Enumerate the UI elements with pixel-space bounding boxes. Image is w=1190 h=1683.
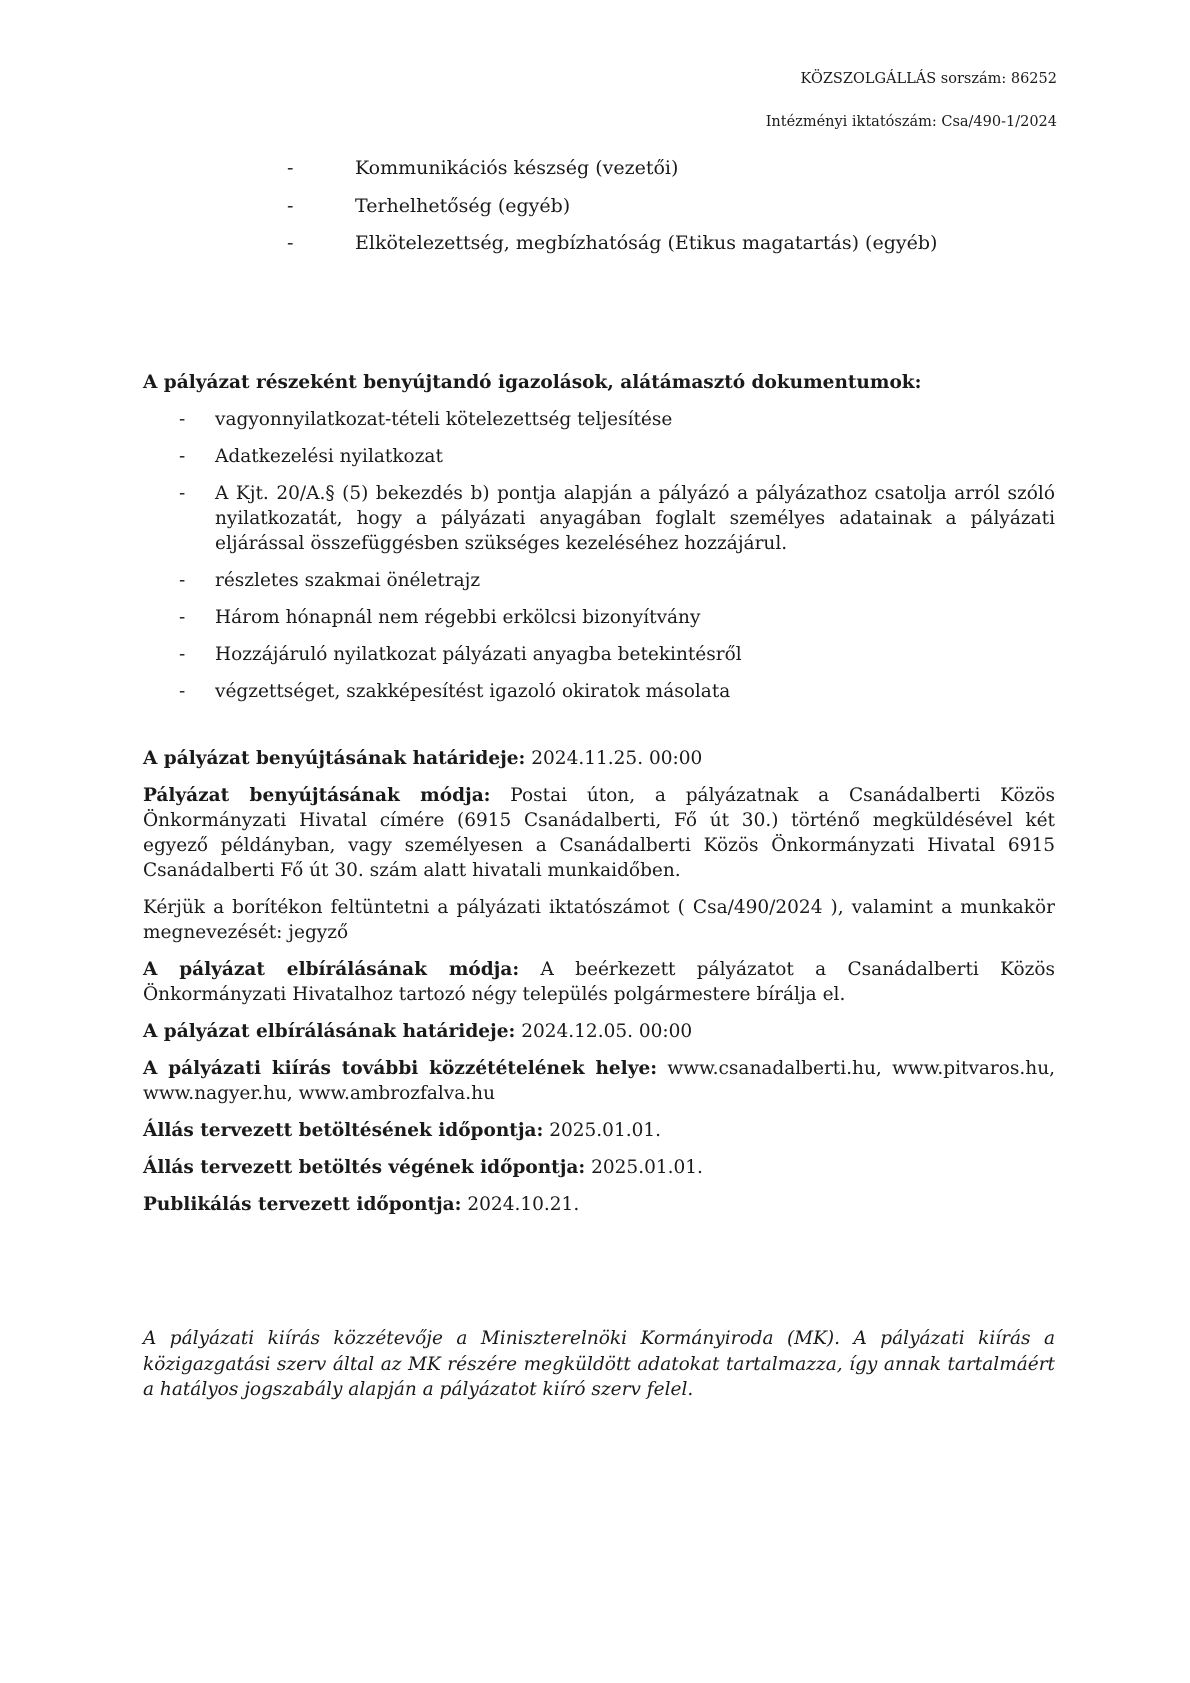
list-item xyxy=(260,156,1060,194)
bullet-dash: - xyxy=(179,446,186,467)
document-item-text: Három hónapnál nem régebbi erkölcsi bizonyítvány xyxy=(215,607,701,628)
document-item-text: A Kjt. 20/A.§ (5) bekezdés b) pontja alapján a pályázó a pályázathoz csatolja arról szóló nyilatkozatát, hogy a pályázati anyagában foglalt személyes adatainak a pályázati eljárással összefüggésben szükséges kezeléséhez hozzájárul. xyxy=(215,483,1055,554)
bullet-dash: - xyxy=(287,232,294,254)
evaluation-deadline-value: 2024.12.05. 00:00 xyxy=(515,1021,693,1042)
start-date-value: 2025.01.01. xyxy=(543,1120,662,1141)
evaluation-method-paragraph xyxy=(143,957,1055,1007)
list-item xyxy=(260,231,1060,269)
end-date-paragraph xyxy=(143,1155,1055,1180)
documents-heading: A pályázat részeként benyújtandó igazolások, alátámasztó dokumentumok: xyxy=(143,372,922,393)
documents-list xyxy=(143,407,1055,704)
submission-value: Postai úton, a pályázatnak a Csanádalberti Közös Önkormányzati Hivatal címére (6915 Csanádalberti, Fő út 30.) történő megküldésével két egyező példányban, vagy személyesen a Csanádalberti Közös Önkormányzati Hivatal 6915 Csanádalberti Fő út 30. szám alatt hivatali munkaidőben. xyxy=(143,785,1055,881)
list-item xyxy=(143,444,1055,469)
list-item xyxy=(260,194,1060,232)
evaluation-method-value: A beérkezett pályázatot a Csanádalberti Közös Önkormányzati Hivatalhoz tartozó négy település polgármestere bírálja el. xyxy=(143,959,1055,1005)
document-item-text: részletes szakmai önéletrajz xyxy=(215,570,481,591)
publish-date-value: 2024.10.21. xyxy=(461,1194,580,1215)
submission-label: Pályázat benyújtásának módja: xyxy=(143,785,491,806)
document-item-text: vagyonnyilatkozat-tételi kötelezettség teljesítése xyxy=(215,409,673,430)
header-registration-number: Intézményi iktatószám: Csa/490-1/2024 xyxy=(765,114,1057,130)
evaluation-deadline-label: A pályázat elbírálásának határideje: xyxy=(143,1021,516,1042)
deadline-paragraph xyxy=(143,746,1055,771)
submission-paragraph xyxy=(143,783,1055,883)
bullet-dash: - xyxy=(179,644,186,665)
spacer xyxy=(143,716,1055,746)
list-item xyxy=(143,679,1055,704)
competency-text: Terhelhetőség (egyéb) xyxy=(355,194,571,217)
document-item-text: végzettséget, szakképesítést igazoló okiratok másolata xyxy=(215,681,731,702)
start-date-paragraph xyxy=(143,1118,1055,1143)
bullet-dash: - xyxy=(287,194,294,217)
competency-list xyxy=(260,156,1060,269)
bullet-dash: - xyxy=(179,681,186,702)
start-date-label: Állás tervezett betöltésének időpontja: xyxy=(143,1120,544,1141)
bullet-dash: - xyxy=(179,607,186,628)
disclaimer-text: A pályázati kiírás közzétevője a Miniszterelnöki Kormányiroda (MK). A pályázati kiírás a közigazgatási szerv által az MK részére megküldött adatokat tartalmazza, így annak tartalmáért a hatályos jogszabály alapján a pályázatot kiíró szerv felel. xyxy=(143,1328,1055,1400)
evaluation-method-label: A pályázat elbírálásának módja: xyxy=(143,959,520,980)
document-item-text: Adatkezelési nyilatkozat xyxy=(215,446,443,467)
header-serial-number: KÖZSZOLGÁLLÁS sorszám: 86252 xyxy=(800,71,1057,87)
main-content xyxy=(143,370,1055,1229)
publication-places-label: A pályázati kiírás további közzétételének helye: xyxy=(143,1058,658,1079)
publication-places-value: www.csanadalberti.hu, www.pitvaros.hu, www.nagyer.hu, www.ambrozfalva.hu xyxy=(143,1058,1055,1104)
deadline-label: A pályázat benyújtásának határideje: xyxy=(143,748,526,769)
competency-text: Kommunikációs készség (vezetői) xyxy=(355,157,679,179)
end-date-value: 2025.01.01. xyxy=(585,1157,703,1178)
evaluation-deadline-paragraph xyxy=(143,1019,1055,1044)
publish-date-paragraph xyxy=(143,1192,1055,1217)
publish-date-label: Publikálás tervezett időpontja: xyxy=(143,1194,462,1215)
publication-places-paragraph xyxy=(143,1056,1055,1106)
bullet-dash: - xyxy=(287,157,294,179)
bullet-dash: - xyxy=(179,483,186,504)
deadline-value: 2024.11.25. 00:00 xyxy=(525,748,703,769)
document-item-text: Hozzájáruló nyilatkozat pályázati anyagba betekintésről xyxy=(215,644,742,665)
end-date-label: Állás tervezett betöltés végének időpontja: xyxy=(143,1157,586,1178)
list-item xyxy=(143,407,1055,432)
bullet-dash: - xyxy=(179,409,186,430)
list-item xyxy=(143,605,1055,630)
list-item xyxy=(143,568,1055,593)
list-item xyxy=(143,481,1055,556)
competency-text: Elkötelezettség, megbízhatóság (Etikus magatartás) (egyéb) xyxy=(355,232,938,254)
list-item xyxy=(143,642,1055,667)
envelope-note: Kérjük a borítékon feltüntetni a pályázati iktatószámot ( Csa/490/2024 ), valamint a munkakör megnevezését: jegyző xyxy=(143,897,1055,943)
bullet-dash: - xyxy=(179,570,186,591)
